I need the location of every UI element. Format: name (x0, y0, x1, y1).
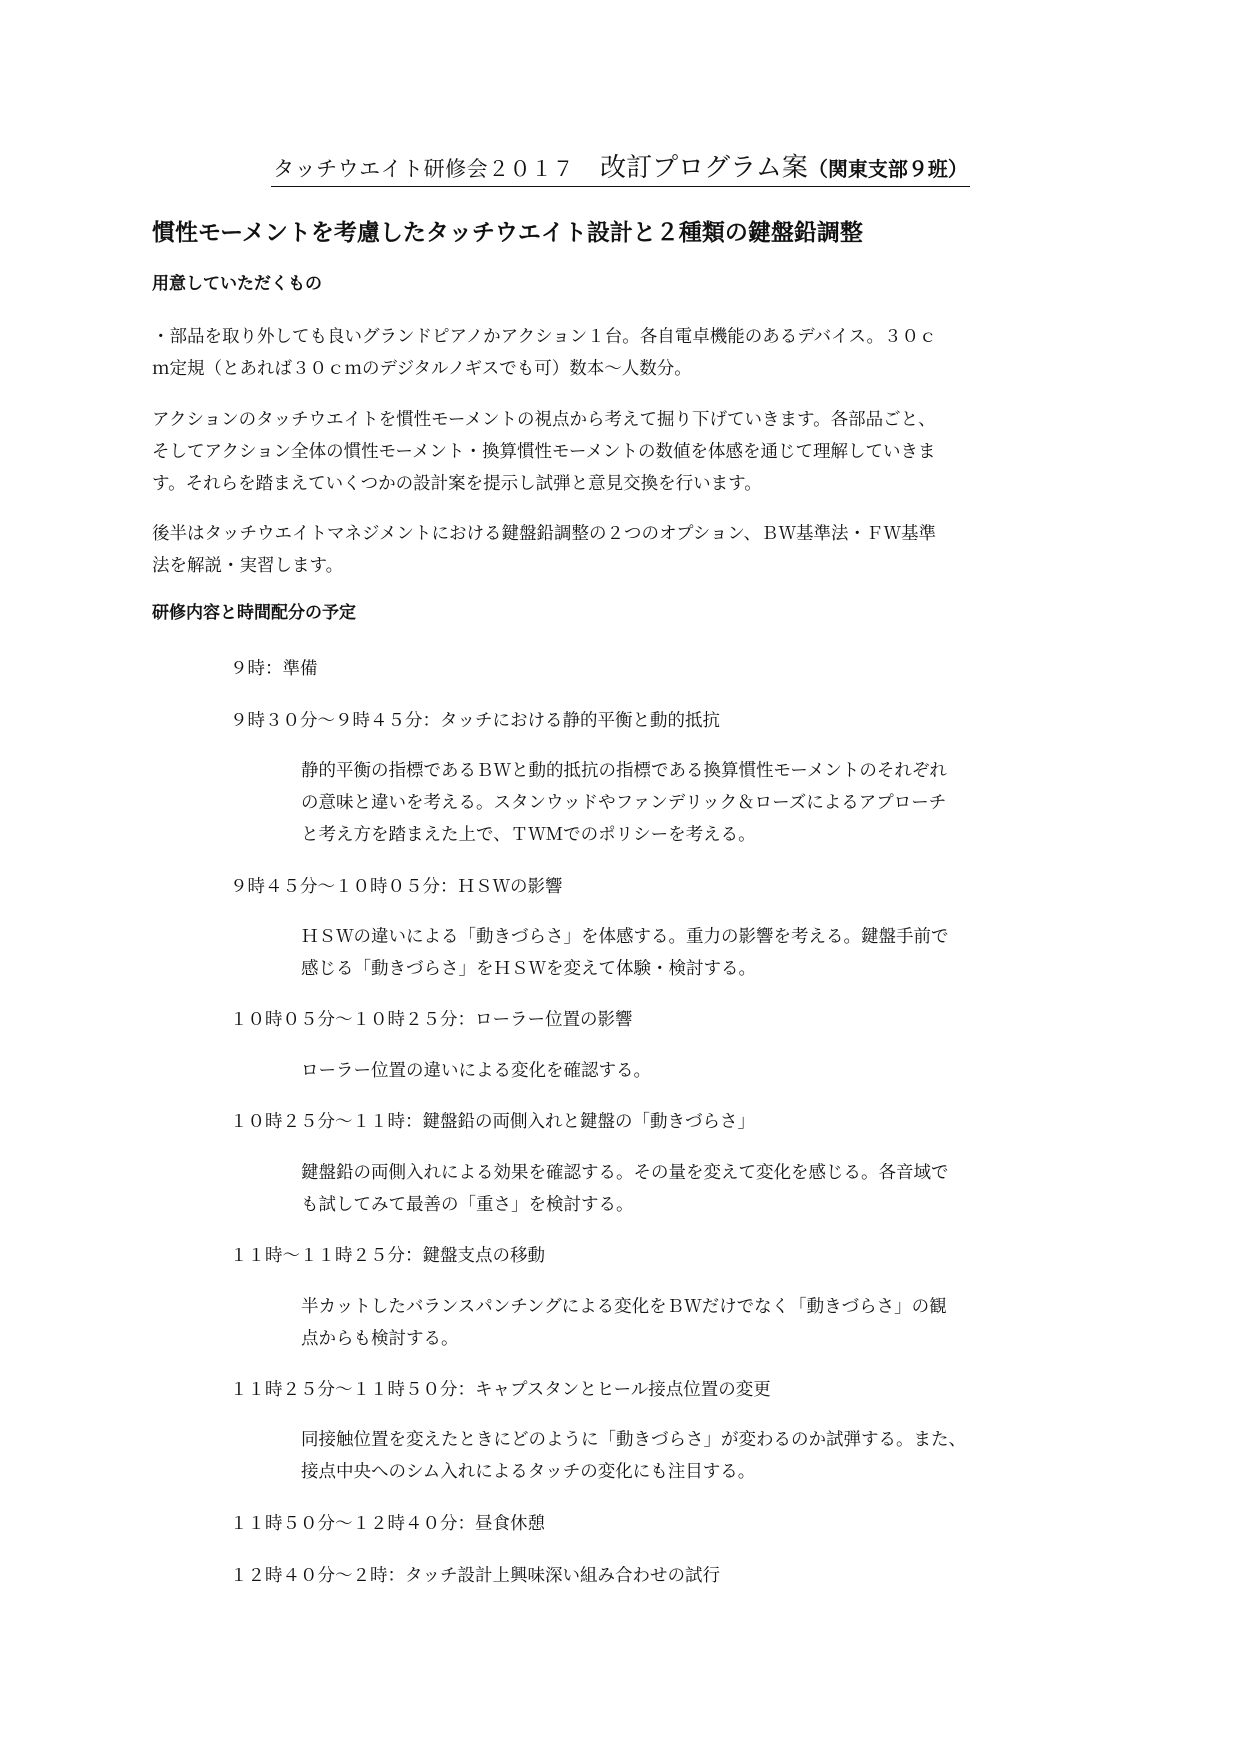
intro-line: す。それらを踏まえていくつかの設計案を提示し試弾と意見交換を行います。 (152, 474, 762, 494)
intro-line: そしてアクション全体の慣性モーメント・換算慣性モーメントの数値を体感を通じて理解していきま (152, 442, 936, 462)
schedule-detail-line: の意味と違いを考える。スタンウッドやファンデリック＆ローズによるアプローチ (301, 793, 947, 813)
latter-line: 法を解説・実習します。 (152, 556, 344, 576)
schedule-detail-line: 静的平衡の指標であるＢＷと動的抵抗の指標である換算慣性モーメントのそれぞれ (301, 761, 947, 781)
latter-paragraph (152, 518, 1092, 582)
schedule-detail-line: 感じる「動きづらさ」をＨＳＷを変えて体験・検討する。 (301, 959, 756, 979)
schedule-detail-line: ＨＳＷの違いによる「動きづらさ」を体感する。重力の影響を考える。鍵盤手前で (301, 927, 949, 947)
schedule-detail (301, 755, 1121, 851)
schedule-detail (301, 1424, 1121, 1488)
schedule-detail-line: 同接触位置を変えたときにどのように「動きづらさ」が変わるのか試弾する。また、 (301, 1430, 966, 1450)
title-main: タッチウエイト研修会２０１７ (273, 157, 575, 181)
title-underline-group (271, 152, 970, 187)
prepare-paragraph (152, 321, 1092, 385)
document-subtitle: 慣性モーメントを考慮したタッチウエイト設計と２種類の鍵盤鉛調整 (152, 220, 863, 246)
schedule-detail (301, 1055, 1121, 1087)
intro-line: アクションのタッチウエイトを慣性モーメントの視点から考えて掘り下げていきます。各部品ごと、 (152, 410, 936, 430)
schedule-time: ９時３０分～９時４５分：タッチにおける静的平衡と動的抵抗 (230, 711, 720, 731)
schedule-time: １１時～１１時２５分：鍵盤支点の移動 (230, 1246, 545, 1266)
schedule-time: １２時４０分～２時：タッチ設計上興味深い組み合わせの試行 (230, 1566, 720, 1586)
title-branch: （関東支部９班） (807, 157, 968, 181)
schedule-detail-line: 点からも検討する。 (301, 1329, 459, 1349)
prepare-line: ｍ定規（とあれば３０ｃｍのデジタルノギスでも可）数本～人数分。 (152, 359, 692, 379)
latter-line: 後半はタッチウエイトマネジメントにおける鍵盤鉛調整の２つのオプション、ＢＷ基準法・ＦＷ基準 (152, 524, 936, 544)
schedule-detail (301, 921, 1121, 985)
schedule-detail-line: も試してみて最善の「重さ」を検討する。 (301, 1195, 634, 1215)
schedule-detail-line: 鍵盤鉛の両側入れによる効果を確認する。その量を変えて変化を感じる。各音域で (301, 1163, 949, 1183)
title-emphasis: 改訂プログラム案 (600, 153, 808, 183)
schedule-detail-line: 半カットしたバランスパンチングによる変化をＢＷだけでなく「動きづらさ」の観 (301, 1297, 947, 1317)
document-title (0, 152, 1241, 187)
schedule-detail-line: と考え方を踏まえた上で、ＴＷＭでのポリシーを考える。 (301, 825, 756, 845)
schedule-detail-line: 接点中央へのシム入れによるタッチの変化にも注目する。 (301, 1462, 756, 1482)
schedule-heading: 研修内容と時間配分の予定 (152, 603, 356, 623)
prepare-line: ・部品を取り外しても良いグランドピアノかアクション１台。各自電卓機能のあるデバイス。３０ｃ (152, 327, 937, 347)
schedule-detail (301, 1291, 1121, 1355)
prepare-heading: 用意していただくもの (152, 274, 322, 294)
intro-paragraph (152, 404, 1092, 500)
schedule-time: １１時２５分～１１時５０分：キャプスタンとヒール接点位置の変更 (230, 1380, 771, 1400)
schedule-detail (301, 1157, 1121, 1221)
schedule-detail-line: ローラー位置の違いによる変化を確認する。 (301, 1061, 651, 1081)
schedule-time: ９時：準備 (230, 659, 318, 679)
schedule-time: １０時２５分～１１時：鍵盤鉛の両側入れと鍵盤の「動きづらさ」 (230, 1112, 755, 1132)
schedule-time: １１時５０分～１２時４０分：昼食休憩 (230, 1514, 545, 1534)
schedule-time: ９時４５分～１０時０５分：ＨＳＷの影響 (230, 877, 563, 897)
schedule-time: １０時０５分～１０時２５分：ローラー位置の影響 (230, 1010, 633, 1030)
